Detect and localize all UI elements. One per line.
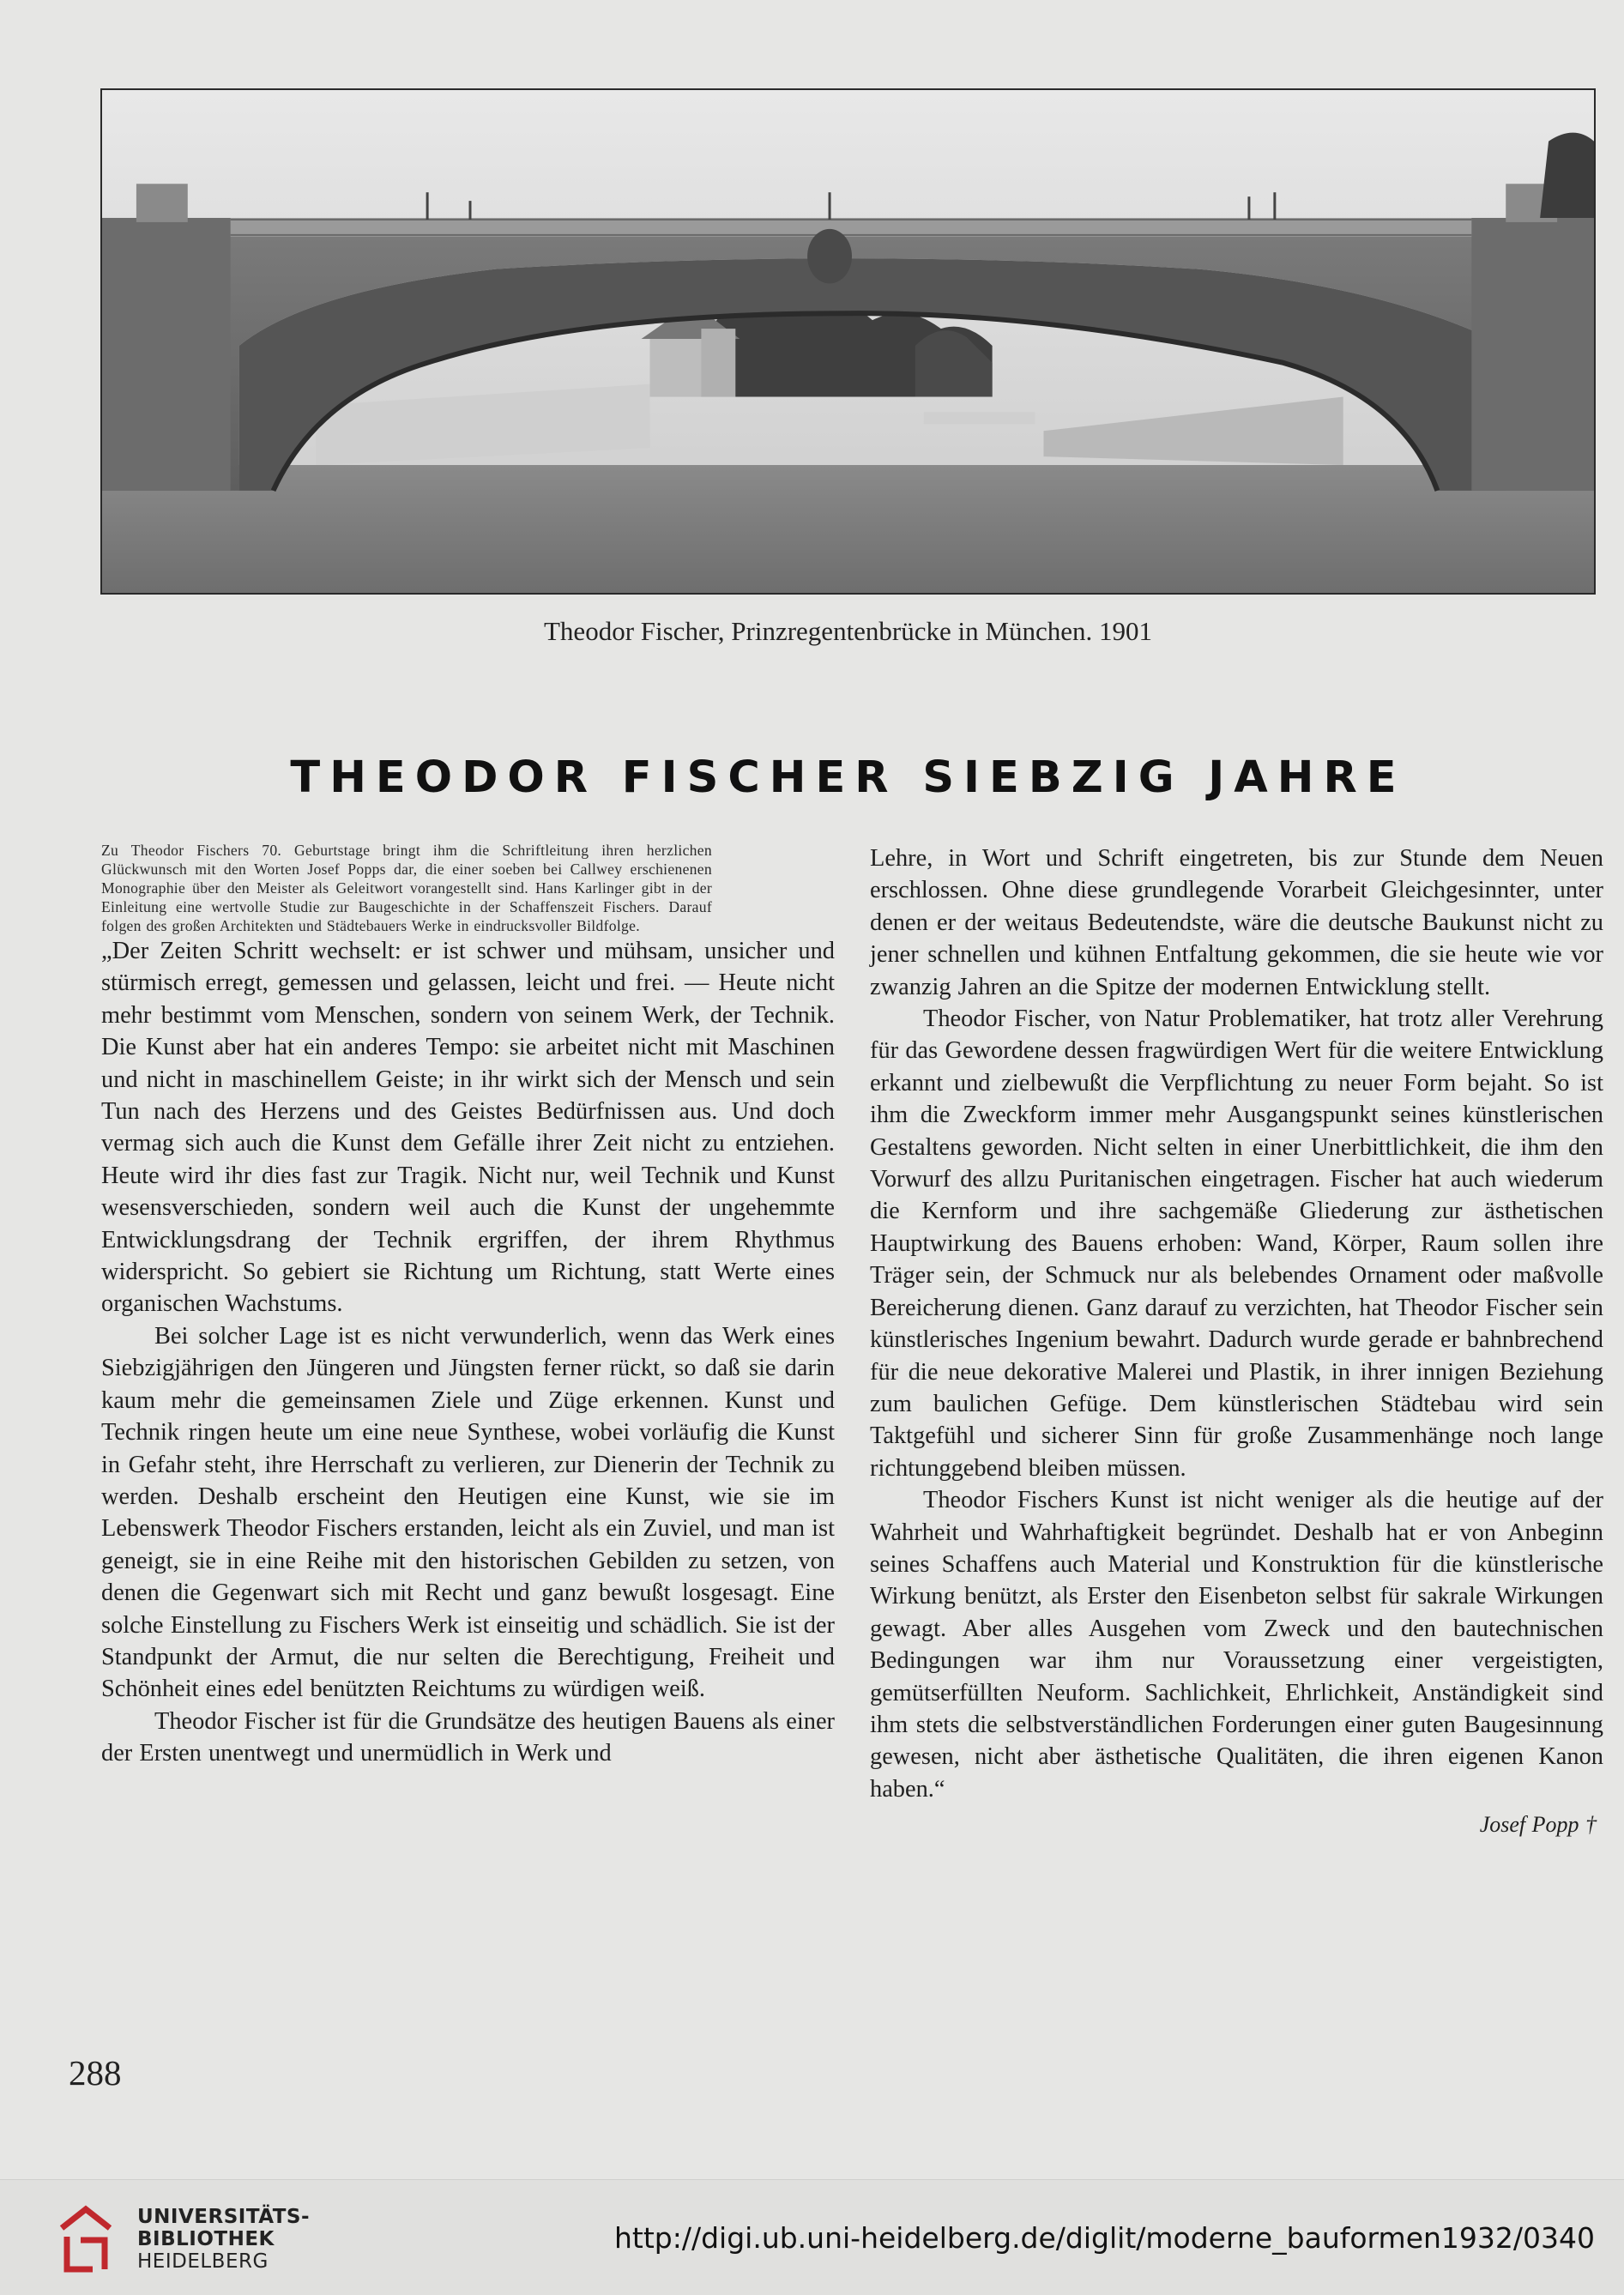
library-name: UNIVERSITÄTS- BIBLIOTHEK HEIDELBERG [137,2206,311,2273]
body-paragraph: Theodor Fischer ist für die Grundsätze des heutigen Bauens als einer der Ersten unentwegt und unermüdlich in Werk und [101,1707,835,1767]
right-column [870,843,1603,1841]
bridge-photo [100,88,1596,595]
left-column [101,841,835,1770]
intro-paragraph: Zu Theodor Fischers 70. Geburtstage bringt ihm die Schriftleitung ihren herzlichen Glückwunsch mit den Worten Josef Popps dar, die einer soeben bei Callwey erschienenen Monographie über den Meister als Geleitwort vorangestellt sind. Hans Karlinger gibt in der Einleitung eine wertvolle Studie zur Baugeschichte in der Schaffenszeit Fischers. Darauf folgen des großen Architekten und Städtebauers Werke in eindrucksvoller Bildfolge. [101,842,712,934]
body-paragraph: Bei solcher Lage ist es nicht verwunderlich, wenn das Werk eines Siebzigjährigen den Jüngeren und Jüngsten ferner rückt, so daß sie darin kaum mehr die gemeinsamen Ziele und Züge erkennen. Kunst und Technik ringen heute um eine neue Synthese, wobei vorläufig die Kunst in Gefahr steht, ihre Herrschaft zu verlieren, zur Dienerin der Technik zu werden. Deshalb erscheint den Heutigen eine Kunst, wie sie im Lebenswerk Theodor Fischers erstanden, leicht als ein Zuviel, und man ist geneigt, sie in eine Reihe mit den historischen Gebilden zu setzen, von denen die Gegenwart sich mit Recht und ganz bewußt losgesagt. Eine solche Einstellung zu Fischers Werk ist einseitig und schädlich. Sie ist der Standpunkt der Armut, die nur selten die Berechtigung, Freiheit und Schönheit eines edel benützten Reichtums zu würdigen weiß. [101,1322,835,1703]
library-footer [0,2179,1624,2295]
article-title: THEODOR FISCHER SIEBZIG JAHRE [290,752,1406,803]
page-number: 288 [69,2053,122,2093]
body-paragraph: Theodor Fischers Kunst ist nicht weniger als die heutige auf der Wahrheit und Wahrhaftigkeit begründet. Deshalb hat er von Anbeginn seines Schaffens auch Material und Konstruktion für die künstlerische Wirkung benützt, als Erster den Eisenbeton selbst für sakrale Wirkungen gewagt. Aber alles Ausgehen vom Zweck und den bautechnischen Bedingungen war ihm nur Voraussetzung einer vergeistigten, gemütserfüllten Neuform. Sachlichkeit, Ehrlichkeit, Anständigkeit sind ihm stets die selbstverständlichen Forderungen einer guten Baugesinnung gewesen, nicht aber ästhetische Qualitäten, die ihren eigenen Kanon haben.“ [870,1487,1603,1803]
library-logo-icon [55,2202,117,2276]
body-paragraph: Lehre, in Wort und Schrift eingetreten, bis zur Stunde dem Neuen erschlossen. Ohne diese grundlegende Vorarbeit Gleichgesinnter, unter denen er der weitaus Bedeutendste, wäre die deutsche Baukunst nicht zu jener schnellen und kühnen Entfaltung gekommen, die sie heute wie vor zwanzig Jahren an die Spitze der modernen Entwicklung stellt. [870,845,1603,1000]
body-paragraph: „Der Zeiten Schritt wechselt: er ist schwer und mühsam, unsicher und stürmisch erregt, gemessen und gelassen, leicht und frei. — Heute nicht mehr bestimmt vom Menschen, sondern von seinem Werk, der Technik. Die Kunst aber hat ein anderes Tempo: sie arbeitet nicht mit Maschinen und nicht in maschinellem Geiste; in ihr wirkt sich der Mensch und sein Tun nach des Herzens und des Geistes Bedürfnissen aus. Und doch vermag sich auch die Kunst dem Gefälle ihrer Zeit nicht zu entziehen. Heute wird ihr dies fast zur Tragik. Nicht nur, weil Technik und Kunst wesensverschieden, sondern weil auch die Kunst der ungehemmte Entwicklungsdrang der Technik ergriffen, der ihrem Rhythmus widerspricht. So gebiert sie Richtung um Richtung, statt Werte eines organischen Wachstums. [101,938,835,1318]
bridge-photo-icon [102,90,1594,593]
photo-caption: Theodor Fischer, Prinzregentenbrücke in München. 1901 [544,616,1152,646]
author-signature: Josef Popp † [1479,1812,1597,1838]
source-url-link[interactable]: http://digi.ub.uni-heidelberg.de/diglit/moderne_bauformen1932/0340 [614,2221,1595,2255]
body-paragraph: Theodor Fischer, von Natur Problematiker, hat trotz aller Verehrung für das Gewordene dessen fragwürdigen Wert für die weitere Entwicklung erkannt und zielbewußt die Verpflichtung zu neuer Form bejaht. So ist ihm die Zweckform immer mehr Ausgangspunkt seines künstlerischen Gestaltens geworden. Nicht selten in einer Unerbittlichkeit, die ihm den Vorwurf des allzu Puritanischen eingetragen. Fischer hat auch wiederum die Kernform und ihre sachgemäße Gliederung zur ästhetischen Hauptwirkung des Bauens erhoben: Wand, Körper, Raum sollen ihre Träger sein, der Schmuck nur als belebendes Ornament oder maßvolle Bereicherung dienen. Ganz darauf zu verzichten, hat Theodor Fischer sein künstlerisches Ingenium bewahrt. Dadurch wurde gerade er bahnbrechend für die neue dekorative Malerei und Plastik, in ihrer innigen Beziehung zum baulichen Gefüge. Dem künstlerischen Städtebau wird sein Taktgefühl und sicherer Sinn für große Zusammenhänge noch lange richtunggebend bleiben müssen. [870,1006,1603,1482]
